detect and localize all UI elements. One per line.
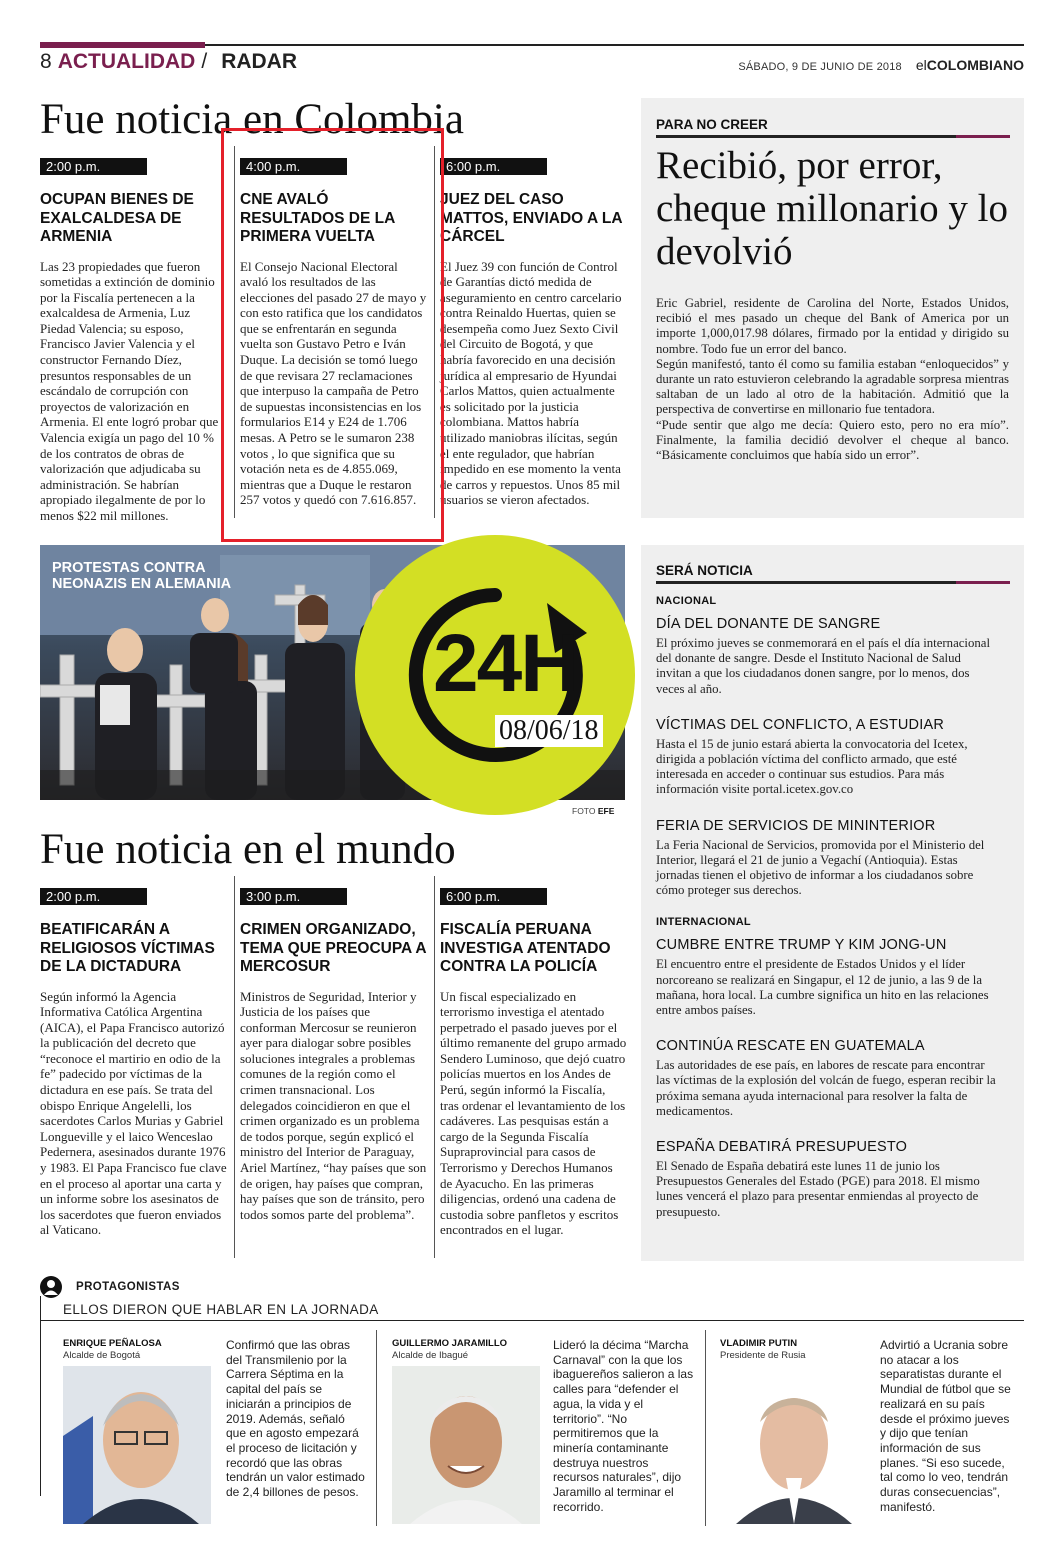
mundo-item-2: [240, 888, 427, 1222]
time-label: 6:00 p.m.: [440, 158, 547, 175]
photo-caption: PROTESTAS CONTRA NEONAZIS EN ALEMANIA: [52, 560, 232, 592]
badge-date: 08/06/18: [495, 715, 603, 747]
sera-noticia-item: [656, 616, 996, 697]
colombia-item-1: [40, 158, 227, 524]
protagonist-name: VLADIMIR PUTIN: [720, 1338, 798, 1349]
section-separator: /: [201, 50, 208, 73]
section-name: ACTUALIDAD: [57, 50, 196, 73]
sera-noticia-item: [656, 937, 996, 1018]
edition-date: SÁBADO, 9 DE JUNIO DE 2018: [738, 61, 902, 73]
protagonistas-rule: [40, 1320, 1024, 1321]
para-no-creer-title: Recibió, por error, cheque millonario y lo devolvió: [656, 144, 1008, 273]
news-body: El Juez 39 con función de Control de Garantías dictó medida de aseguramiento en centro carcelario contra Reinaldo Huertas, quien se desempeña como Juez Sexto Civil del Circuito de Bogotá, y que habría favorecido en una decisión jurídica al empresario de Hyundai Carlos Mattos, quien actualmente es solicitado por la justicia colombiana. Mattos habría utilizado maniobras ilícitas, según el ente regulador, que habrían impedido en ese momento la venta de carros y repuestos. Unos 85 mil usuarios se vieron afectados.: [440, 258, 622, 508]
sera-noticia-label: SERÁ NOTICIA: [656, 563, 753, 578]
sera-noticia-item: [656, 717, 996, 798]
column-divider: [705, 1330, 706, 1526]
protagonist-photo: [720, 1366, 868, 1524]
body-paragraph: Según manifestó, tanto él como su familia estaban “enloquecidos” y durante un rato estuvieron celebrando la agradable sorpresa mientras saltaban de un lado al otro de la habitación. Admitió que la perspectiva de convertirse en millonario fue tentadora.: [656, 356, 1009, 417]
person-icon: [40, 1276, 62, 1298]
body-paragraph: Eric Gabriel, residente de Carolina del Norte, Estados Unidos, recibió el mes pasado un cheque del Bank of America por un importe 1,000,017.98 dólares, firmado por la entidad y dirigido su nombre. Todo fue un error del banco.: [656, 296, 1009, 356]
panel-rule: [656, 135, 956, 138]
news-headline: OCUPAN BIENES DE EXALCALDESA DE ARMENIA: [40, 191, 194, 245]
photo-credit: [572, 806, 614, 816]
sera-noticia-list: [656, 595, 996, 1220]
para-no-creer-label: PARA NO CREER: [656, 117, 768, 132]
item-body: El encuentro entre el presidente de Estados Unidos y el líder norcoreano se realizará en Singapur, el 12 de junio, a las 9 de la mañana, hora local. La cumbre significa un hito en las relaciones entre ambos países.: [656, 957, 989, 1018]
highlight-box: [221, 128, 444, 542]
news-body: Ministros de Seguridad, Interior y Justicia de los países que conforman Mercosur se reunieron ayer para dialogar sobre posibles soluciones integrales a problemas comunes de la región como el crimen transnacional. Los delegados coincidieron en que el crimen organizado es un problema de todos porque, según explicó el ministro del Interior de Paraguay, Ariel Martínez, “hay países que son de origen, hay países que compran, hay países que son de tránsito, pero todos somos parte del problema”.: [240, 988, 427, 1222]
sera-noticia-item: [656, 818, 996, 899]
protagonistas-label: PROTAGONISTAS: [76, 1281, 180, 1293]
badge-24h-text: 24H: [433, 618, 578, 709]
colombia-section-title: Fue noticia en Colombia: [40, 96, 464, 143]
item-title: FERIA DE SERVICIOS DE MININTERIOR: [656, 817, 936, 834]
item-title: ESPAÑA DEBATIRÁ PRESUPUESTO: [656, 1139, 908, 1156]
column-divider: [376, 1330, 377, 1526]
protagonist-photo: [63, 1366, 211, 1524]
time-label: 4:00 p.m.: [240, 158, 347, 175]
protagonist-role: Alcalde de Ibagué: [392, 1350, 469, 1361]
mundo-section-title: Fue noticia en el mundo: [40, 826, 456, 873]
news-headline: JUEZ DEL CASO MATTOS, ENVIADO A LA CÁRCEL: [440, 191, 622, 245]
column-divider: [234, 876, 235, 1258]
sera-noticia-item: [656, 1139, 996, 1220]
credit-source: EFE: [597, 806, 615, 816]
category-internacional: INTERNACIONAL: [656, 916, 751, 929]
page-number: 8: [40, 50, 52, 73]
news-headline: CNE AVALÓ RESULTADOS DE LA PRIMERA VUELTA: [240, 191, 395, 245]
protagonist-role: Presidente de Rusia: [720, 1350, 806, 1361]
colombia-item-3: [440, 158, 627, 508]
item-body: Las autoridades de ese país, en labores de rescate para encontrar las víctimas de la explosión del volcán de fuego, esperan recibir la próxima semana ayuda internacional para resolver la falta de medicamentos.: [656, 1058, 996, 1118]
news-body: El Consejo Nacional Electoral avaló los resultados de las elecciones del pasado 27 de mayo y con esto ratifica que los candidatos que se enfrentarán en segunda vuelta son Gustavo Petro e Iván Duque. La decisión se tomó luego de que revisara 27 reclamaciones que interpuso la campaña de Petro de supuestas inconsistencias en los formularios E14 y E24 de 1.706 mesas. A Petro se le sumaron 238 votos , lo que significa que su votación neta es de 4.855.069, mientras que a Duque le restaron 257 votos y quedó con 7.616.857.: [240, 258, 427, 508]
column-divider: [434, 876, 435, 1258]
item-title: VÍCTIMAS DEL CONFLICTO, A ESTUDIAR: [656, 716, 944, 733]
time-label: 6:00 p.m.: [440, 888, 547, 905]
item-body: Hasta el 15 de junio estará abierta la convocatoria del Icetex, dirigida a población víctima del conflicto armado, que esté interesada en acceder o continuar sus estudios. Para más información visite portal.icetex.gov.co: [656, 736, 968, 797]
sera-noticia-item: [656, 1038, 996, 1119]
item-body: La Feria Nacional de Servicios, promovida por el Ministerio del Interior, llegará el 21 de junio a Vegachí (Antioquia). Estas jornadas tienen el objetivo de informar a los ciudadanos sobre cómo proteger sus derechos.: [656, 837, 985, 898]
protagonist-name: GUILLERMO JARAMILLO: [392, 1338, 508, 1349]
item-body: El Senado de España debatirá este lunes 11 de junio los Presupuestos Generales del Estado (PGE) para 2018. El mismo lunes vencerá el plazo para presentar enmiendas al proyecto de presupuesto.: [656, 1159, 980, 1219]
time-label: 2:00 p.m.: [40, 158, 147, 175]
news-body: Según informó la Agencia Informativa Católica Argentina (AICA), el Papa Francisco autorizó la publicación del decreto que “reconoce el martirio en odio de la fe” padecido por víctimas de la dictadura en ese país. Se trata del obispo Enrique Angelelli, los sacerdotes Carlos Murias y Gabriel Longueville y el laico Wenceslao Pedernera, asesinados durante 1976 y 1983. El Papa Francisco fue clave en el proceso al aportar una carta y un informe sobre los asesinatos de los sacerdotes que fueron enviados al Vaticano.: [40, 988, 227, 1238]
news-body: Las 23 propiedades que fueron sometidas a extinción de dominio por la Fiscalía pertenecen a la exalcaldesa de Armenia, Luz Piedad Valencia; su esposo, Francisco Javier Valencia y el constructor Fernando Díez, presuntos responsables de un escándalo de corrupción con proyectos de valorización en Armenia. El ente logró probar que Valencia exigía un pago del 10 % de los contratos de obras de valorización que adjudicaba su administración. Se habrían apropiado ilegalmente de por lo menos $22 mil millones.: [40, 258, 219, 523]
24h-badge: [355, 535, 635, 815]
mundo-item-3: [440, 888, 627, 1238]
protagonist-role: Alcalde de Bogotá: [63, 1350, 141, 1361]
page-header: [40, 50, 297, 76]
news-headline: CRIMEN ORGANIZADO, TEMA QUE PREOCUPA A MERCOSUR: [240, 921, 427, 975]
protagonist-text: Advirtió a Ucrania sobre no atacar a los separatistas durante el Mundial de fútbol que se realizará en su país desde el próximo jueves y dijo que tenían información de sus planes. “Si eso sucede, tal como lo veo, tendrán duras consecuencias”, manifestó.: [880, 1338, 1011, 1514]
header-meta: [738, 57, 1024, 73]
time-label: 2:00 p.m.: [40, 888, 147, 905]
protagonistas-subtitle: ELLOS DIERON QUE HABLAR EN LA JORNADA: [63, 1302, 379, 1317]
credit-prefix: FOTO: [572, 806, 596, 816]
news-headline: FISCALÍA PERUANA INVESTIGA ATENTADO CONTRA LA POLICÍA: [440, 921, 611, 975]
protagonist-text: Confirmó que las obras del Transmilenio por la Carrera Séptima en la capital del país se iniciarán a principios de 2019. Además, señaló que en agosto empezará el proceso de licitación y recordó que las obras tendrán un valor estimado de 2,4 billones de pesos.: [226, 1338, 365, 1500]
body-paragraph: “Pude sentir que algo me decía: Quiero esto, pero no era mío”. Finalmente, la familia decidió devolver el cheque al banco. “Básicamente concluimos que había sido un error”.: [656, 417, 1009, 463]
item-title: CUMBRE ENTRE TRUMP Y KIM JONG-UN: [656, 937, 947, 954]
newspaper-logo: [916, 57, 1024, 73]
news-headline: BEATIFICARÁN A RELIGIOSOS VÍCTIMAS DE LA DICTADURA: [40, 921, 215, 975]
header-rule: [205, 44, 1024, 46]
news-body: Un fiscal especializado en terrorismo investiga el atentado perpetrado el pasado jueves por el último remanente del grupo armado Sendero Luminoso, que dejó cuatro policías muertos en los Andes de Perú, según informó la Fiscalía, tras ordenar el levantamiento de los cadáveres. Las pesquisas están a cargo de la Segunda Fiscalía Supraprovincial para casos de Terrorismo y Derechos Humanos de Ayacucho. En las primeras diligencias, ordenó una cadena de custodia sobre panfletos y escritos encontrados en el lugar.: [440, 988, 627, 1238]
para-no-creer-body: [656, 296, 1009, 463]
panel-rule: [656, 581, 956, 584]
item-body: El próximo jueves se conmemorará en el país el día internacional del donante de sangre. Desde el Instituto Nacional de Salud invitan a que los ciudadanos donen sangre, por lo menos, dos veces al año.: [656, 636, 991, 696]
header-accent-bar: [40, 42, 205, 48]
protagonist-text: Lideró la décima “Marcha Carnaval” con la que los ibaguereños salieron a las calles para “defender el agua, la vida y el territorio”. “No permitiremos que la minería contaminante destruya nuestros recursos naturales”, dijo Jaramillo al terminar el recorrido.: [553, 1338, 694, 1514]
brand-prefix: el: [915, 57, 927, 73]
time-label: 3:00 p.m.: [240, 888, 347, 905]
protagonist-photo: [392, 1366, 540, 1524]
protagonistas-left-rule: [40, 1296, 41, 1496]
mundo-item-1: [40, 888, 227, 1238]
panel-rule-accent: [956, 135, 1010, 138]
panel-rule-accent: [956, 581, 1010, 584]
item-title: CONTINÚA RESCATE EN GUATEMALA: [656, 1038, 925, 1055]
item-title: DÍA DEL DONANTE DE SANGRE: [656, 616, 881, 632]
protagonist-name: ENRIQUE PEÑALOSA: [63, 1338, 162, 1349]
category-nacional: NACIONAL: [656, 595, 717, 607]
brand-name: COLOMBIANO: [926, 57, 1024, 73]
subsection-name: RADAR: [221, 50, 298, 73]
